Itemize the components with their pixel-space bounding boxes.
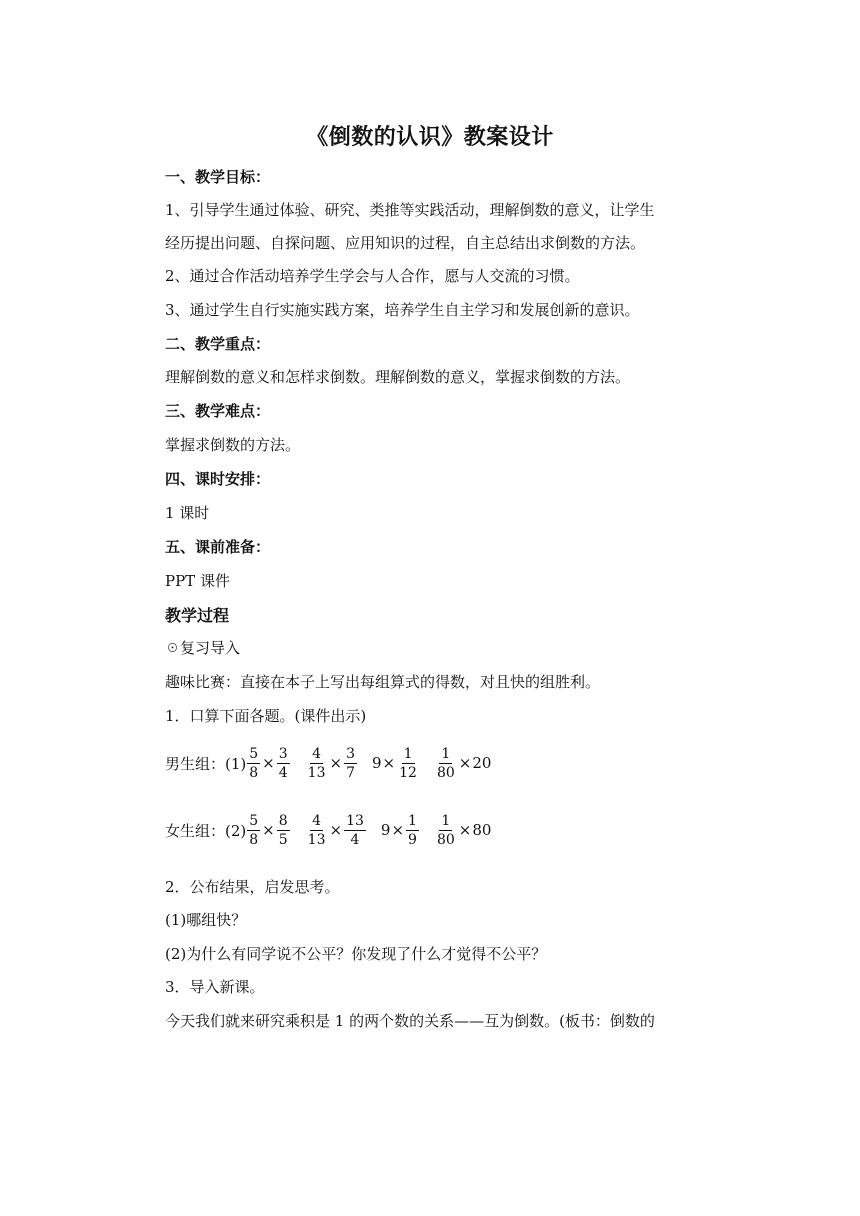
girls-label: 女生组：(2) [165, 821, 247, 840]
fraction [247, 745, 260, 782]
denominator: 7 [346, 764, 355, 781]
hours-text: 1 课时 [165, 504, 210, 522]
whole-number: 20 [472, 754, 492, 772]
numerator: 1 [441, 745, 451, 762]
boys-label: 男生组：(1) [165, 754, 247, 773]
numerator: 3 [278, 745, 288, 762]
numerator: 3 [346, 745, 355, 762]
difficult-heading: 三、教学难点： [165, 402, 271, 420]
key-text: 理解倒数的意义和怎样求倒数。理解倒数的意义，掌握求倒数的方法。 [165, 368, 631, 386]
prep-heading: 五、课前准备： [165, 538, 271, 556]
numerator: 8 [278, 812, 288, 829]
denominator: 4 [350, 831, 360, 848]
fraction [435, 745, 457, 782]
fraction [277, 745, 290, 782]
numerator: 1 [441, 812, 451, 829]
fraction [344, 812, 366, 849]
times-sign: × [329, 821, 343, 839]
denominator: 80 [436, 764, 455, 781]
numerator: 1 [408, 812, 417, 829]
whole-number: 9 [372, 754, 382, 772]
fraction [406, 812, 419, 849]
fraction [277, 812, 290, 849]
fraction [344, 745, 357, 782]
numerator: 4 [312, 745, 322, 762]
times-sign: × [382, 754, 396, 772]
goal-2: 2、通过合作活动培养学生学会与人合作，愿与人交流的习惯。 [165, 267, 580, 285]
goal-3: 3、通过学生自行实施实践方案，培养学生自主学习和发展创新的意识。 [165, 301, 640, 319]
denominator: 12 [399, 764, 417, 781]
document-title: 《倒数的认识》教案设计 [306, 125, 554, 150]
times-sign: × [391, 821, 405, 839]
denominator: 4 [278, 764, 288, 781]
numerator: 1 [403, 745, 413, 762]
goal-1-line-b: 经历提出问题、自探问题、应用知识的过程，自主总结出求倒数的方法。 [165, 234, 646, 252]
numerator: 13 [346, 812, 364, 829]
whole-number: 80 [472, 821, 492, 839]
whole-number: 9 [380, 821, 391, 839]
hours-heading: 四、课时安排： [165, 470, 271, 488]
denominator: 9 [408, 831, 417, 848]
denominator: 8 [249, 764, 259, 781]
step-3: 3．导入新课。 [165, 978, 265, 996]
key-heading: 二、教学重点： [165, 335, 271, 353]
numerator: 5 [249, 745, 259, 762]
process-heading: 教学过程 [165, 606, 230, 625]
denominator: 5 [278, 831, 288, 848]
step-2: 2．公布结果，启发思考。 [165, 878, 340, 896]
question-1: (1)哪组快？ [165, 911, 247, 929]
denominator: 80 [436, 831, 455, 848]
girls-math-row [165, 805, 491, 855]
game-text: 趣味比赛：直接在本子上写出每组算式的得数，对且快的组胜利。 [165, 673, 601, 691]
boys-math-row [165, 738, 491, 788]
times-sign: × [262, 821, 275, 839]
step-1: 1．口算下面各题。(课件出示) [165, 707, 367, 725]
goal-1-line-a: 1、引导学生通过体验、研究、类推等实践活动，理解倒数的意义，让学生 [165, 201, 655, 219]
difficult-text: 掌握求倒数的方法。 [165, 436, 301, 454]
fraction [247, 812, 260, 849]
question-2: (2)为什么有同学说不公平？你发现了什么才觉得不公平？ [165, 945, 547, 963]
closing-text: 今天我们就来研究乘积是 1 的两个数的关系——互为倒数。(板书：倒数的 [165, 1012, 655, 1030]
numerator: 5 [249, 812, 259, 829]
times-sign: × [329, 754, 343, 772]
prep-text: PPT 课件 [165, 572, 230, 590]
fraction [397, 745, 419, 782]
numerator: 4 [312, 812, 322, 829]
fraction [306, 745, 328, 782]
fraction [306, 812, 328, 849]
times-sign: × [262, 754, 275, 772]
denominator: 8 [249, 831, 259, 848]
denominator: 13 [307, 831, 326, 848]
times-sign: × [458, 754, 472, 772]
fraction [435, 812, 457, 849]
denominator: 13 [307, 764, 326, 781]
times-sign: × [458, 821, 472, 839]
goals-heading: 一、教学目标： [165, 168, 271, 186]
review-intro: ☉复习导入 [165, 639, 241, 657]
